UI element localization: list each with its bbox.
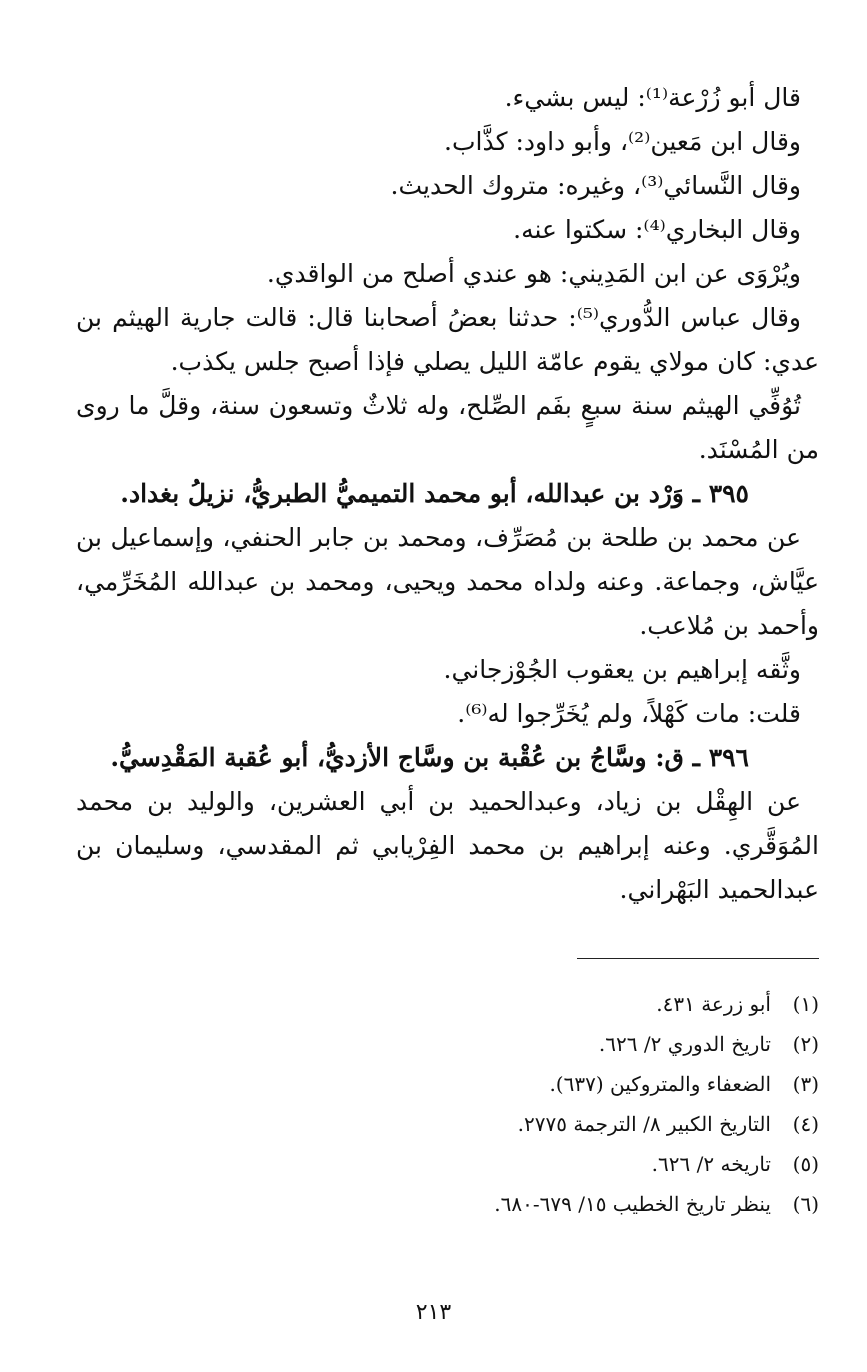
footnote-divider (577, 958, 819, 959)
footnote-item (76, 1064, 819, 1104)
text-line: وقال عباس الدُّوري⁽⁵⁾: حدثنا بعضُ أصحابنا قال: قالت جارية الهيثم بن (76, 303, 801, 332)
main-text-block (76, 76, 819, 912)
text-line: عن محمد بن طلحة بن مُصَرِّف، ومحمد بن جابر الحنفي، وإسماعيل بن (76, 523, 801, 552)
text-line: وقال البخاري⁽⁴⁾: سكتوا عنه. (513, 215, 801, 244)
text-line: وثَّقه إبراهيم بن يعقوب الجُوْزجاني. (443, 655, 801, 684)
text-line: من المُسْنَد. (698, 435, 819, 464)
footnote-text: تاريخ الدوري ٢/ ٦٢٦. (598, 1032, 771, 1056)
text-line: ويُرْوَى عن ابن المَدِيني: هو عندي أصلح من الواقدي. (266, 259, 801, 288)
footnote-text: تاريخه ٢/ ٦٢٦. (651, 1152, 771, 1176)
entry-heading-396: ٣٩٦ ـ ق: وسَّاجُ بن عُقْبة بن وسَّاج الأزديُّ، أبو عُقبة المَقْدِسيُّ. (110, 743, 749, 772)
text-line: المُوَقَّري. وعنه إبراهيم بن محمد الفِرْيابي ثم المقدسي، وسليمان بن (76, 831, 819, 860)
footnote-item (76, 984, 819, 1024)
footnote-number: (٤) (792, 1112, 819, 1136)
footnote-text: الضعفاء والمتروكين (٦٣٧). (549, 1072, 771, 1096)
footnote-number: (٥) (792, 1152, 819, 1176)
page-number: ٢١٣ (415, 1300, 452, 1325)
footnote-number: (٢) (792, 1032, 819, 1056)
footnote-item (76, 1144, 819, 1184)
text-line: عبدالحميد البَهْراني. (619, 875, 819, 904)
footnote-item (76, 1024, 819, 1064)
text-line: وقال ابن مَعين⁽²⁾، وأبو داود: كذَّاب. (444, 127, 801, 156)
text-line: قال أبو زُرْعة⁽¹⁾: ليس بشيء. (504, 83, 801, 112)
text-line: وقال النَّسائي⁽³⁾، وغيره: متروك الحديث. (390, 171, 801, 200)
text-line: تُوُفِّي الهيثم سنة سبعٍ بفَم الصِّلح، وله ثلاثٌ وتسعون سنة، وقلَّ ما روى (76, 391, 801, 420)
footnote-text: التاريخ الكبير ٨/ الترجمة ٢٧٧٥. (517, 1112, 771, 1136)
text-line: عيَّاش، وجماعة. وعنه ولداه محمد ويحيى، ومحمد بن عبدالله المُخَرِّمي، (76, 567, 819, 596)
text-line: وأحمد بن مُلاعب. (639, 611, 819, 640)
text-line: عدي: كان مولاي يقوم عامّة الليل يصلي فإذا أصبح جلس يكذب. (170, 347, 819, 376)
entry-heading-395: ٣٩٥ ـ وَرْد بن عبدالله، أبو محمد التميميُّ الطبريُّ، نزيلُ بغداد. (120, 479, 749, 508)
footnote-text: أبو زرعة ٤٣١. (656, 992, 771, 1016)
footnote-number: (٦) (792, 1192, 819, 1216)
footnotes-block (76, 984, 819, 1224)
footnote-number: (١) (792, 992, 819, 1016)
footnote-item (76, 1104, 819, 1144)
footnote-number: (٣) (792, 1072, 819, 1096)
footnote-item (76, 1184, 819, 1224)
footnote-text: ينظر تاريخ الخطيب ١٥/ ٦٧٩-٦٨٠. (494, 1192, 771, 1216)
text-line: عن الهِقْل بن زياد، وعبدالحميد بن أبي العشرين، والوليد بن محمد (76, 787, 801, 816)
text-line: قلت: مات كَهْلاً، ولم يُخَرِّجوا له⁽⁶⁾. (457, 699, 801, 728)
